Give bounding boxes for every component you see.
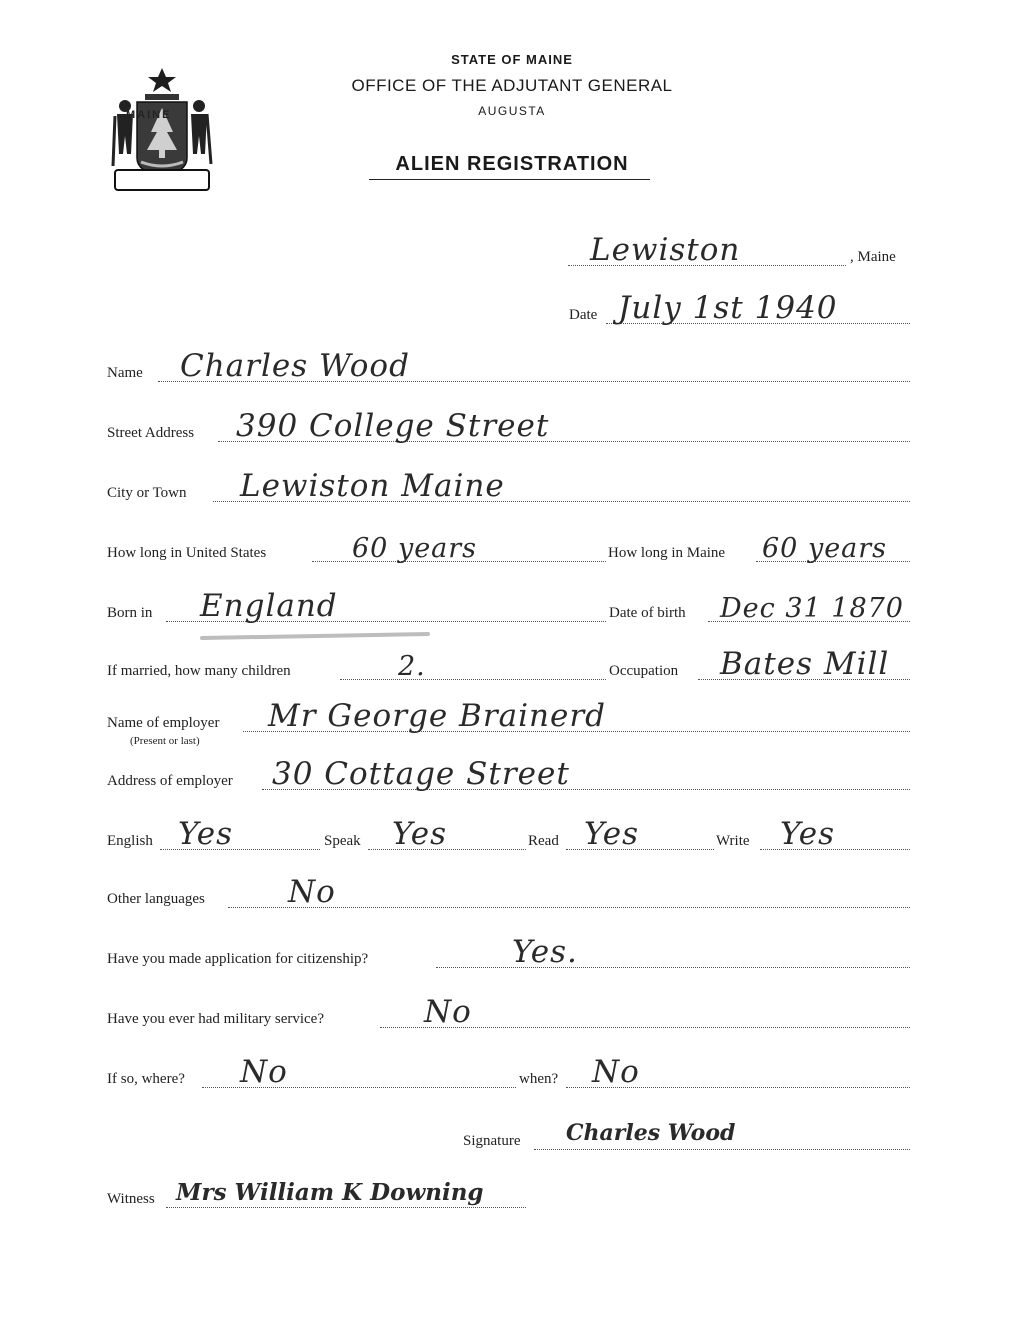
- name-row: [0, 348, 1024, 386]
- born-in-label: Born in: [107, 605, 153, 621]
- title-underline: [369, 179, 650, 180]
- office-heading: OFFICE OF THE ADJUTANT GENERAL: [351, 76, 673, 95]
- occupation-label: Occupation: [609, 663, 679, 679]
- pencil-underline-mark: [200, 632, 430, 640]
- street-row: [0, 408, 1024, 446]
- when-label: when?: [519, 1071, 559, 1087]
- children-line: [340, 679, 606, 680]
- other-languages-value: No: [288, 874, 336, 910]
- street-value: 390 College Street: [236, 408, 550, 444]
- us-years-value: 60 years: [352, 533, 478, 564]
- date-row: [0, 290, 1024, 328]
- citizenship-line: [436, 967, 910, 968]
- us-years-label: How long in United States: [107, 545, 267, 561]
- employer-value: Mr George Brainerd: [268, 698, 607, 734]
- write-value: Yes: [780, 816, 836, 852]
- citizenship-value: Yes.: [512, 934, 578, 970]
- employer-row: [0, 698, 1024, 736]
- state-heading: STATE OF MAINE: [451, 52, 573, 67]
- military-value: No: [424, 994, 472, 1030]
- english-label: English: [107, 833, 153, 849]
- military-label: Have you ever had military service?: [107, 1011, 324, 1027]
- children-label: If married, how many children: [107, 663, 291, 679]
- family-row: [0, 646, 1024, 684]
- other-languages-label: Other languages: [107, 891, 205, 907]
- born-in-value: England: [200, 588, 338, 624]
- english-value: Yes: [178, 816, 234, 852]
- service-details-row: [0, 1054, 1024, 1092]
- witness-label: Witness: [107, 1191, 155, 1207]
- birth-date-label: Date of birth: [609, 605, 686, 621]
- write-label: Write: [716, 833, 750, 849]
- place-suffix: , Maine: [850, 249, 896, 265]
- date-label: Date: [569, 307, 598, 323]
- read-value: Yes: [584, 816, 640, 852]
- other-languages-row: [0, 874, 1024, 912]
- where-value: No: [240, 1054, 288, 1090]
- place-row: [0, 232, 1024, 270]
- city-value: Lewiston Maine: [240, 468, 505, 504]
- witness-value: Mrs William K Downing: [176, 1179, 484, 1206]
- where-label: If so, where?: [107, 1071, 185, 1087]
- city-label: City or Town: [107, 485, 187, 501]
- name-value: Charles Wood: [180, 348, 410, 384]
- read-label: Read: [528, 833, 559, 849]
- occupation-value: Bates Mill: [720, 646, 890, 682]
- city-row: [0, 468, 1024, 506]
- employer-sublabel: (Present or last): [130, 735, 200, 747]
- birth-row: [0, 588, 1024, 626]
- signature-row: [0, 1120, 1024, 1154]
- form-title: ALIEN REGISTRATION: [395, 153, 629, 175]
- military-row: [0, 994, 1024, 1032]
- language-row: [0, 816, 1024, 854]
- residency-row: [0, 533, 1024, 566]
- employer-address-label: Address of employer: [107, 773, 233, 789]
- date-value: July 1st 1940: [618, 290, 838, 326]
- signature-label: Signature: [463, 1133, 521, 1149]
- birth-date-value: Dec 31 1870: [720, 593, 904, 624]
- speak-label: Speak: [324, 833, 361, 849]
- seal-motto: MAINE: [126, 109, 172, 121]
- children-value: 2.: [398, 651, 426, 682]
- signature-line: [534, 1149, 910, 1150]
- place-value: Lewiston: [590, 232, 741, 268]
- employer-address-row: [0, 756, 1024, 794]
- signature-value: Charles Wood: [566, 1120, 736, 1146]
- when-value: No: [592, 1054, 640, 1090]
- citizenship-label: Have you made application for citizenship?: [107, 951, 369, 967]
- employer-address-value: 30 Cottage Street: [272, 756, 570, 792]
- witness-line: [166, 1207, 526, 1208]
- maine-years-value: 60 years: [762, 533, 888, 564]
- employer-label: Name of employer: [107, 715, 220, 731]
- city-heading: AUGUSTA: [478, 104, 546, 118]
- street-label: Street Address: [107, 425, 195, 441]
- name-label: Name: [107, 365, 143, 381]
- citizenship-row: [0, 934, 1024, 972]
- maine-years-label: How long in Maine: [608, 545, 726, 561]
- witness-row: [0, 1179, 1024, 1212]
- speak-value: Yes: [392, 816, 448, 852]
